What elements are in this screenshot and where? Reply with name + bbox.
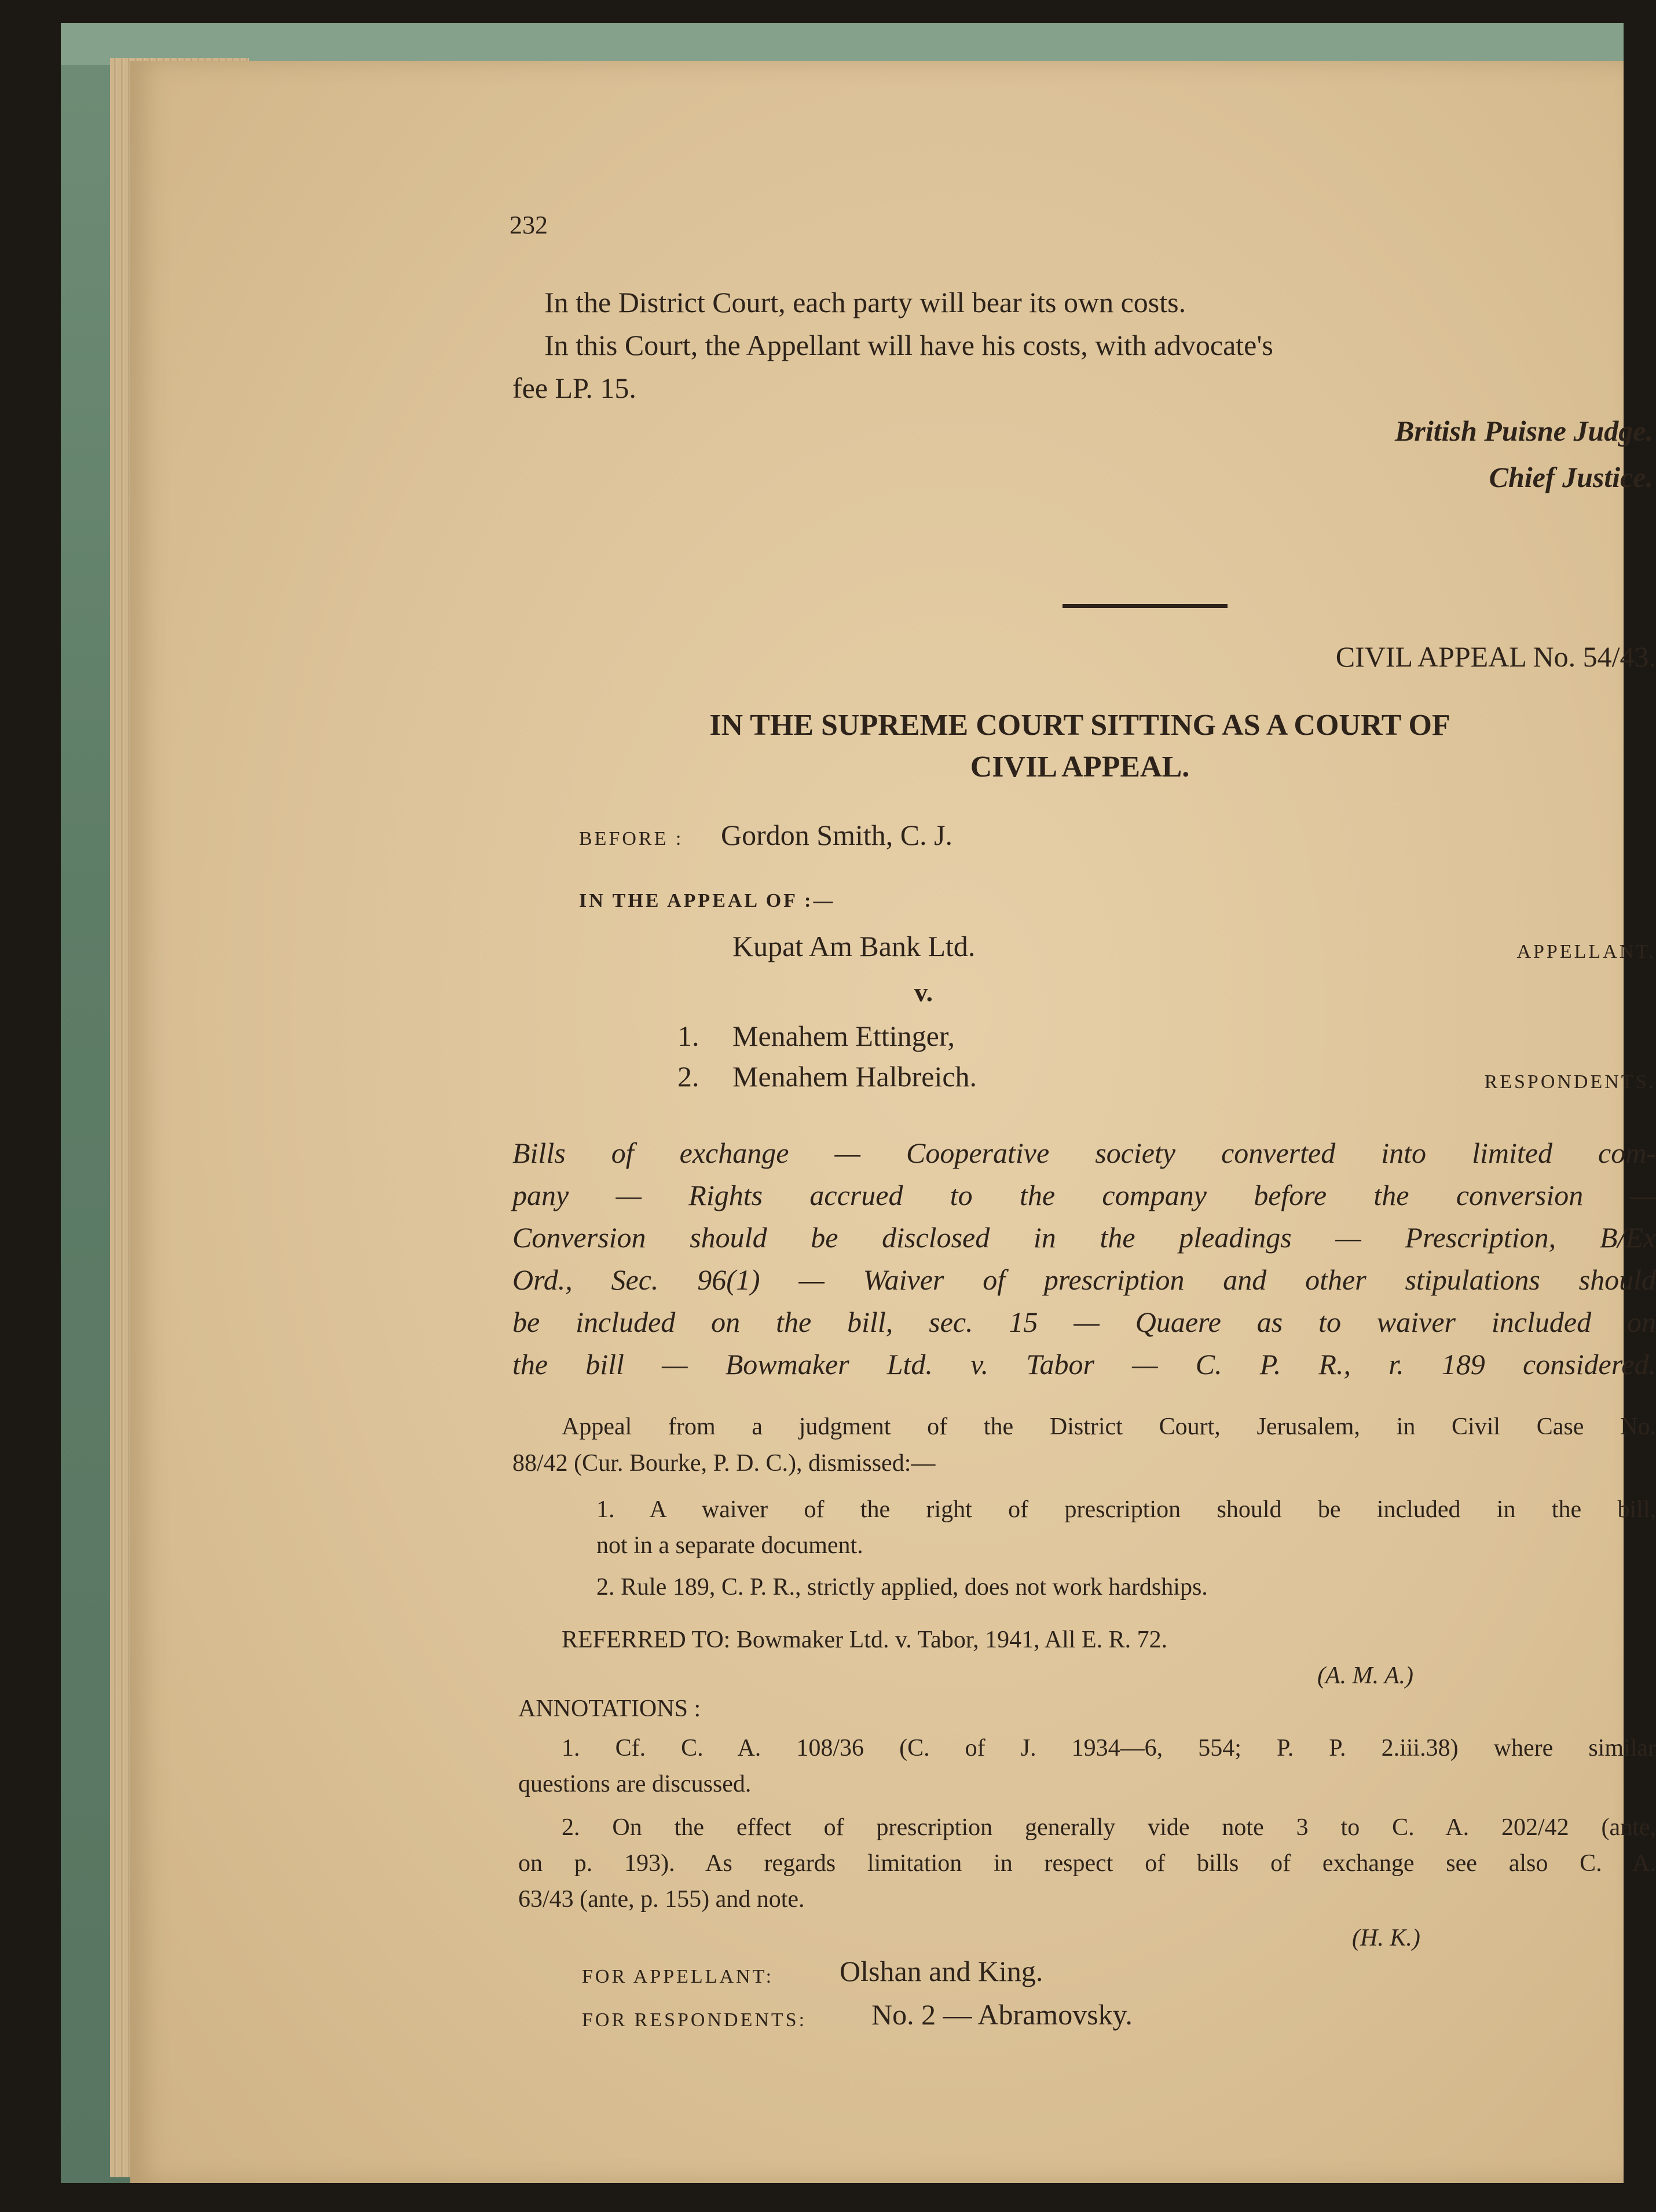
respondents-label: RESPONDENTS.: [1484, 1071, 1656, 1093]
annotation-initials: (H. K.): [1352, 1925, 1420, 1951]
page-number: 232: [510, 211, 548, 239]
case-number: CIVIL APPEAL No. 54/43.: [1335, 640, 1656, 673]
summary-point-2: 2. Rule 189, C. P. R., strictly applied, does not work hardships.: [596, 1574, 1208, 1601]
annotation-2-line-1: 2. On the effect of prescription generally vide note 3 to C. A. 202/42 (ante,: [562, 1814, 1656, 1841]
headnote-line: the bill — Bowmaker Ltd. v. Tabor — C. P. R., r. 189 considered.: [512, 1348, 1656, 1380]
section-divider: [1063, 604, 1228, 608]
costs-line-3: fee LP. 15.: [512, 372, 636, 404]
headnote-line: Conversion should be disclosed in the pleadings — Prescription, B/Ex: [512, 1221, 1656, 1254]
annotation-1-line-2: questions are discussed.: [518, 1771, 752, 1797]
before-judge: Gordon Smith, C. J.: [721, 819, 953, 851]
headnote-line: Bills of exchange — Cooperative society converted into limited com-: [512, 1137, 1656, 1169]
headnote-line: be included on the bill, sec. 15 — Quaere as to waiver included on: [512, 1306, 1656, 1338]
costs-line-1: In the District Court, each party will bear its own costs.: [544, 286, 1186, 318]
respondent-1-name: Menahem Ettinger,: [732, 1020, 955, 1052]
for-appellant-label: FOR APPELLANT:: [582, 1966, 774, 1987]
signature-puisne-judge: British Puisne Judge.: [1395, 415, 1653, 447]
summary-line-2: 88/42 (Cur. Bourke, P. D. C.), dismissed:—: [512, 1450, 936, 1477]
headnote-line: pany — Rights accrued to the company before the conversion —: [512, 1179, 1656, 1211]
referred-initials: (A. M. A.): [1317, 1662, 1414, 1689]
headnote: [512, 1132, 1656, 1386]
annotation-1-line-1: 1. Cf. C. A. 108/36 (C. of J. 1934—6, 554; P. P. 2.iii.38) where similar: [562, 1735, 1656, 1761]
respondent-1-number: 1.: [677, 1020, 699, 1052]
headnote-line: Ord., Sec. 96(1) — Waiver of prescription and other stipulations should: [512, 1264, 1656, 1296]
versus: v.: [914, 977, 933, 1007]
appellant-counsel: Olshan and King.: [840, 1955, 1043, 1987]
before-label: BEFORE :: [579, 828, 684, 849]
summary-line-1: Appeal from a judgment of the District Court, Jerusalem, in Civil Case No.: [562, 1413, 1656, 1440]
book-cover-edge: [61, 23, 1624, 65]
annotation-2-line-2: on p. 193). As regards limitation in respect of bills of exchange see also C. A.: [518, 1850, 1656, 1877]
appellant-label: APPELLANT.: [1516, 941, 1656, 962]
respondents-counsel: No. 2 — Abramovsky.: [871, 1998, 1133, 2031]
signature-chief-justice: Chief Justice.: [1489, 461, 1653, 493]
for-respondents-label: FOR RESPONDENTS:: [582, 2009, 807, 2031]
summary-point-1a: 1. A waiver of the right of prescription should be included in the bill,: [596, 1496, 1656, 1523]
annotation-2-line-3: 63/43 (ante, p. 155) and note.: [518, 1886, 805, 1913]
costs-line-2: In this Court, the Appellant will have his costs, with advocate's: [544, 329, 1273, 361]
in-the-appeal-of-label: IN THE APPEAL OF :—: [579, 890, 836, 911]
referred-to: REFERRED TO: Bowmaker Ltd. v. Tabor, 1941, All E. R. 72.: [562, 1627, 1168, 1653]
appellant-name: Kupat Am Bank Ltd.: [732, 930, 976, 962]
respondent-2-number: 2.: [677, 1060, 699, 1093]
summary-point-1b: not in a separate document.: [596, 1532, 863, 1559]
court-heading-line-2: CIVIL APPEAL.: [970, 750, 1190, 783]
annotations-heading: ANNOTATIONS :: [518, 1695, 701, 1722]
book-page: [130, 61, 1656, 2183]
court-heading-line-1: IN THE SUPREME COURT SITTING AS A COURT OF: [709, 709, 1450, 742]
respondent-2-name: Menahem Halbreich.: [732, 1060, 977, 1093]
